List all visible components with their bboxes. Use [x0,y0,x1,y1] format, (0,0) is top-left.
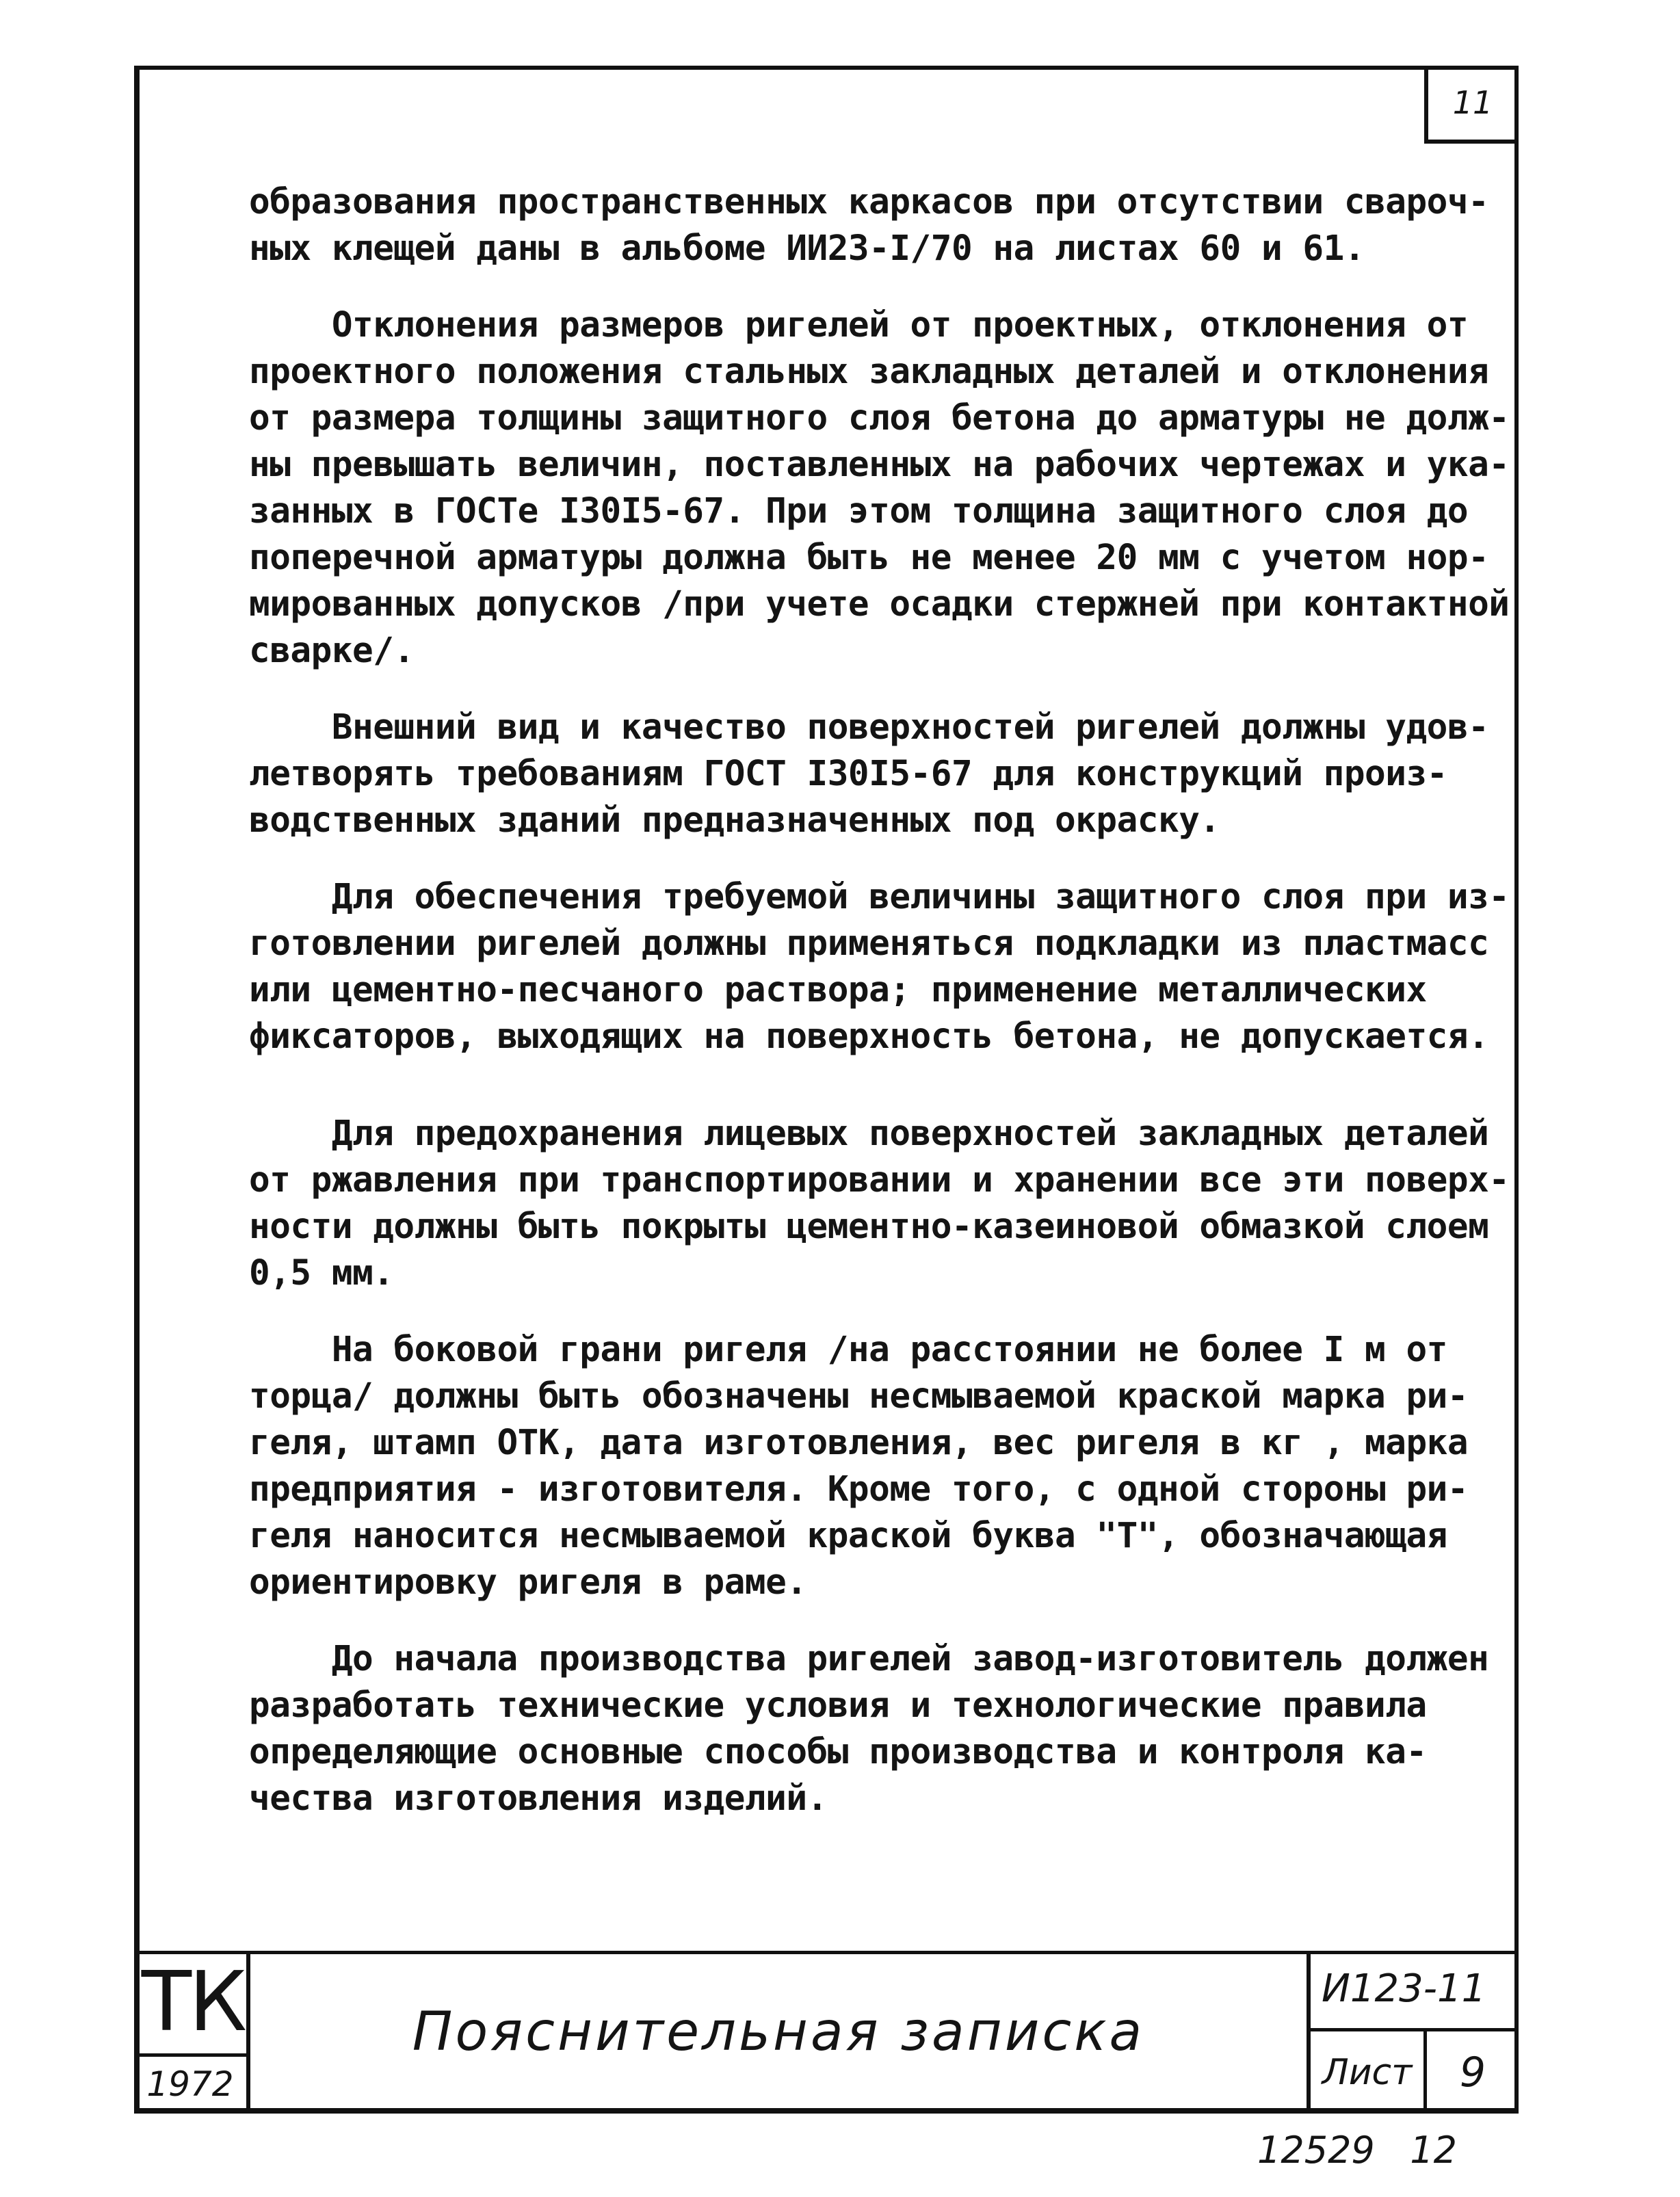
text-line: определяющие основные способы производства и контроля ка- [249,1732,1427,1772]
text-line: чества изготовления изделий. [249,1778,828,1819]
text-line: образования пространственных каркасов при отсутствии свароч- [249,182,1489,222]
paragraph [249,1111,1510,1297]
text-line: геля наносится несмываемой краской буква "Т", обозначающая [249,1516,1447,1556]
text-line: До начала производства ригелей завод-изготовитель должен [249,1639,1489,1679]
year-cell: 1972 [134,2053,246,2114]
text-line: сварке/. [249,631,415,671]
text-line: поперечной арматуры должна быть не менее 20 мм с учетом нор- [249,538,1489,578]
text-line: мированных допусков /при учете осадки стержней при контактной [249,584,1510,624]
text-line: предприятия - изготовителя. Кроме того, с одной стороны ри- [249,1469,1469,1510]
sheet-number: 9 [1459,2049,1486,2096]
text-line: разработать технические условия и технологические правила [249,1685,1427,1726]
text-line: торца/ должны быть обозначены несмываемой краской марка ри- [249,1376,1469,1417]
paragraph [249,705,1489,844]
paragraph [249,302,1510,674]
page-number: 11 [1452,84,1493,121]
text-line: летворять требованиям ГОСТ I30I5-67 для конструкций произ- [249,754,1447,794]
document-title: Пояснительная записка [412,2001,1145,2063]
text-line: готовлении ригелей должны применяться подкладки из пластмасс [249,923,1489,964]
archive-footer [1257,2123,1462,2178]
page-number-box [1424,66,1517,144]
paragraph [249,874,1510,1060]
organization-cell [134,1951,250,2114]
organization-mark: ТК [141,1955,245,2050]
text-line: ны превышать величин, поставленных на рабочих чертежах и ука- [249,445,1510,485]
text-line: Для обеспечения требуемой величины защитного слоя при из- [249,877,1510,917]
text-line: занных в ГОСТе I30I5-67. При этом толщина защитного слоя до [249,491,1469,531]
text-line: ных клещей даны в альбоме ИИ23-I/70 на листах 60 и 61. [249,228,1365,269]
document-body [249,179,1510,1852]
sheet-label: Лист [1311,2031,1427,2114]
text-line: Для предохранения лицевых поверхностей закладных деталей [249,1114,1489,1154]
text-line: Отклонения размеров ригелей от проектных, отклонения от [249,305,1469,345]
text-line: ориентировку ригеля в раме. [249,1562,807,1603]
title-block [134,1951,1519,2114]
text-line: от ржавления при транспортировании и хранении все эти поверх- [249,1160,1510,1200]
paragraph [249,179,1489,272]
text-line: 0,5 мм. [249,1253,394,1293]
text-line: геля, штамп ОТК, дата изготовления, вес ригеля в кг , марка [249,1423,1469,1463]
designation-cells [1307,1951,1519,2114]
paragraph [249,1327,1480,1606]
text-line: На боковой грани ригеля /на расстоянии не более I м от [249,1330,1447,1370]
page-count: 12 [1410,2129,1458,2172]
paragraph [249,1636,1489,1822]
text-line: проектного положения стальных закладных деталей и отклонения [249,352,1489,392]
archive-number: 12529 [1257,2129,1375,2172]
text-line: Внешний вид и качество поверхностей ригелей должны удов- [249,707,1489,748]
text-line: или цементно-песчаного раствора; применение металлических [249,970,1427,1010]
text-line: ности должны быть покрыты цементно-казеиновой обмазкой слоем [249,1207,1489,1247]
text-line: водственных зданий предназначенных под окраску. [249,800,1220,841]
text-line: фиксаторов, выходящих на поверхность бетона, не допускается. [249,1016,1489,1057]
text-line: от размера толщины защитного слоя бетона до арматуры не долж- [249,398,1510,438]
series-code: И123-11 [1311,1951,1519,2031]
